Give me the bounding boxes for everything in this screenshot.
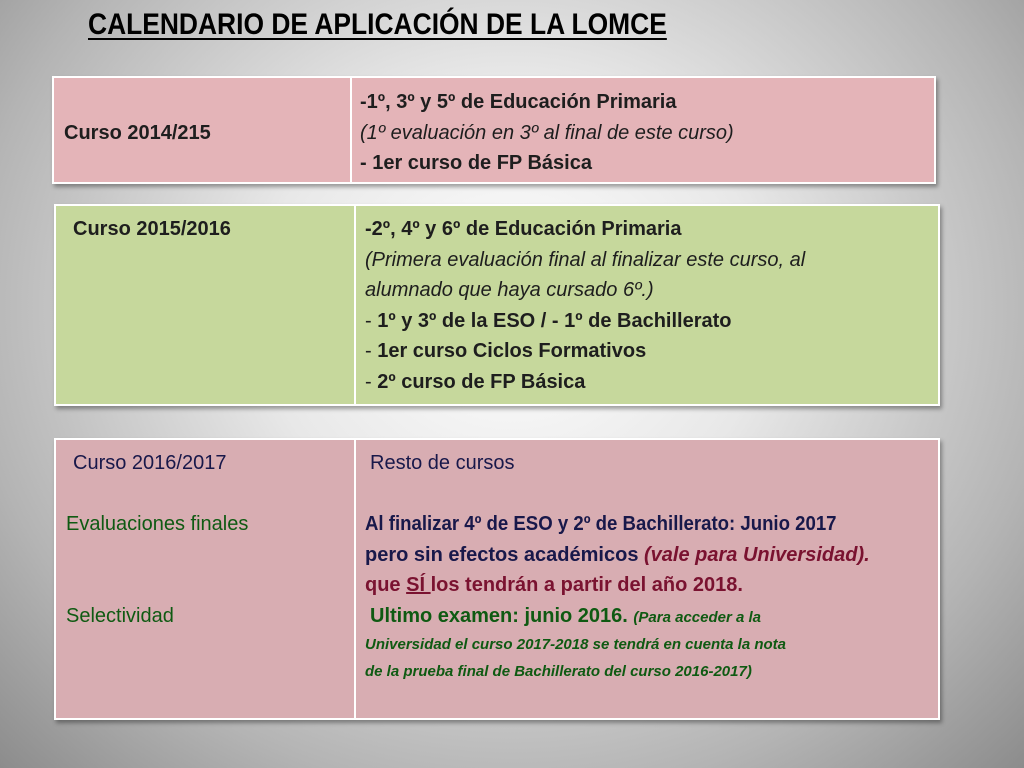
detail-line: - 1º y 3º de la ESO / - 1º de Bachillerato: [365, 309, 732, 332]
table-row-2016: [54, 438, 940, 720]
table-row-2015: [54, 204, 940, 406]
details-cell: [354, 440, 938, 718]
detail-heading: Resto de cursos: [370, 452, 515, 474]
detail-line: alumnado que haya cursado 6º.): [365, 279, 654, 301]
year-cell: [56, 440, 354, 718]
detail-text: pero sin efectos académicos: [365, 543, 645, 566]
evaluaciones-label: Evaluaciones finales: [66, 513, 249, 535]
spacer: [365, 479, 938, 510]
spacer: [66, 479, 354, 510]
spacer: [66, 570, 354, 601]
detail-line: - 2º curso de FP Básica: [365, 370, 586, 393]
detail-line: [365, 509, 938, 540]
year-label: Curso 2016/2017: [73, 452, 227, 474]
detail-text: los tendrán a partir del año 2018.: [430, 574, 743, 596]
year-label: Curso 2015/2016: [73, 218, 231, 240]
detail-text: (vale para Universidad).: [644, 543, 870, 566]
detail-line: (1º evaluación en 3º al final de este curso): [360, 121, 734, 144]
detail-line: -1º, 3º y 5º de Educación Primaria: [360, 91, 677, 113]
selectividad-label: Selectividad: [66, 604, 174, 627]
year-cell: [54, 78, 350, 182]
detail-text: 1er curso Ciclos Formativos: [377, 340, 647, 362]
details-cell: [354, 206, 938, 404]
detail-line: - 1er curso de FP Básica: [360, 152, 592, 174]
table-row-2014: [52, 76, 936, 184]
page-title: CALENDARIO DE APLICACIÓN DE LA LOMCE: [88, 8, 667, 41]
spacer: [66, 540, 354, 571]
detail-text: 1º y 3º de la ESO / - 1º de Bachillerato: [377, 309, 732, 332]
detail-line: -2º, 4º y 6º de Educación Primaria: [365, 218, 682, 240]
detail-line: - 1er curso Ciclos Formativos: [365, 340, 647, 362]
detail-text: 2º curso de FP Básica: [377, 370, 586, 393]
detail-text: que: [365, 574, 407, 596]
detail-line: [365, 601, 938, 632]
year-label: Curso 2014/215: [64, 122, 211, 144]
year-cell: [56, 206, 354, 404]
detail-line: [365, 570, 938, 601]
detail-line: (Primera evaluación final al finalizar este curso, al: [365, 248, 806, 271]
detail-line: [365, 540, 938, 571]
detail-text: Ultimo examen: junio 2016.: [370, 604, 634, 627]
detail-text: SÍ: [406, 574, 431, 596]
detail-line: de la prueba final de Bachillerato del curso 2016-2017): [365, 663, 752, 680]
detail-line: Universidad el curso 2017-2018 se tendrá en cuenta la nota: [365, 636, 787, 653]
detail-text: (Para acceder a la: [633, 608, 762, 626]
details-cell: [350, 78, 934, 182]
detail-text: Al finalizar 4º de ESO y 2º de Bachillerato: Junio 2017: [365, 513, 837, 535]
